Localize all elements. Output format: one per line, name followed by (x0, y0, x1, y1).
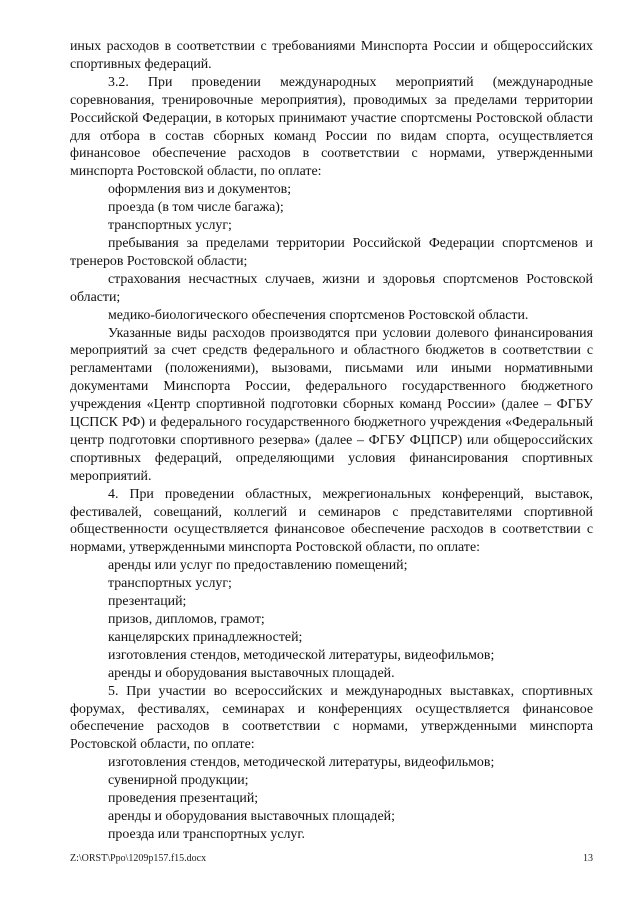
paragraph-conditions: Указанные виды расходов производятся при условии долевого финансирования мероприятий за счет средств федерального и областного бюджетов в соответствии с регламентами (положениями), вызовами, письмами или иными нормативными документами Минспорта России, федерального государственного бюджетного учреждения «Центр спортивной подготовки сборных команд России» (далее – ФГБУ ЦСПСК РФ) и федерального государственного бюджетного учреждения «Федеральный центр подготовки спортивного резерва» (далее – ФГБУ ФЦПСР) или общероссийских спортивных федераций, определяющими условия финансирования спортивных мероприятий. (70, 325, 593, 484)
list-item: изготовления стендов, методической литературы, видеофильмов; (108, 755, 495, 771)
paragraph-continuation: иных расходов в соответствии с требованиями Минспорта России и общероссийских спортивных федераций. (70, 39, 593, 72)
file-path: Z:\ORST\Ppo\1209p157.f15.docx (70, 853, 207, 864)
list-item: призов, дипломов, грамот; (108, 612, 265, 627)
page-footer (70, 853, 593, 867)
list-item: сувенирной продукции; (108, 773, 249, 789)
list-item: транспортных услуг; (108, 218, 232, 234)
paragraph-3-2: 3.2. При проведении международных мероприятий (международные соревнования, тренировочные мероприятия), проводимых за пределами территории Российской Федерации, в которых принимают участие спортсмены Ростовской области для отбора в состав сборных команд России по видам спорта, осуществляется финансовое обеспечение расходов в соответствии с нормами, утвержденными минспорта Ростовской области, по оплате: (70, 74, 593, 180)
list-item: страхования несчастных случаев, жизни и здоровья спортсменов Ростовской области; (70, 271, 593, 305)
list-item: изготовления стендов, методической литературы, видеофильмов; (108, 647, 495, 663)
page-number: 13 (583, 853, 593, 864)
list-item: аренды и оборудования выставочных площадей; (108, 808, 395, 824)
list-item: проведения презентаций; (108, 791, 259, 807)
paragraph-4: 4. При проведении областных, межрегиональных конференций, выставок, фестивалей, совещаний, коллегий и семинаров с представителями спортивной общественности осуществляется финансовое обеспечение расходов в соответствии с нормами, утвержденными минспорта Ростовской области, по оплате: (70, 486, 593, 556)
list-item: презентаций; (108, 594, 187, 610)
list-item: аренды и оборудования выставочных площадей. (108, 665, 395, 681)
list-item: аренды или услуг по предоставлению помещений; (108, 558, 408, 574)
list-item: транспортных услуг; (108, 576, 232, 592)
list-item: оформления виз и документов; (108, 182, 292, 198)
list-item: проезда или транспортных услуг. (108, 826, 305, 842)
document-body (70, 38, 593, 844)
list-item: проезда (в том числе багажа); (108, 200, 284, 216)
list-item: медико-биологического обеспечения спортсменов Ростовской области. (108, 307, 529, 323)
list-item: пребывания за пределами территории Российской Федерации спортсменов и тренеров Ростовской области; (70, 235, 593, 269)
paragraph-5: 5. При участии во всероссийских и международных выставках, спортивных форумах, фестивалях, семинарах и конференциях осуществляется финансовое обеспечение расходов в соответствии с нормами, утвержденными минспорта Ростовской области, по оплате: (70, 683, 593, 753)
list-item: канцелярских принадлежностей; (108, 629, 303, 645)
